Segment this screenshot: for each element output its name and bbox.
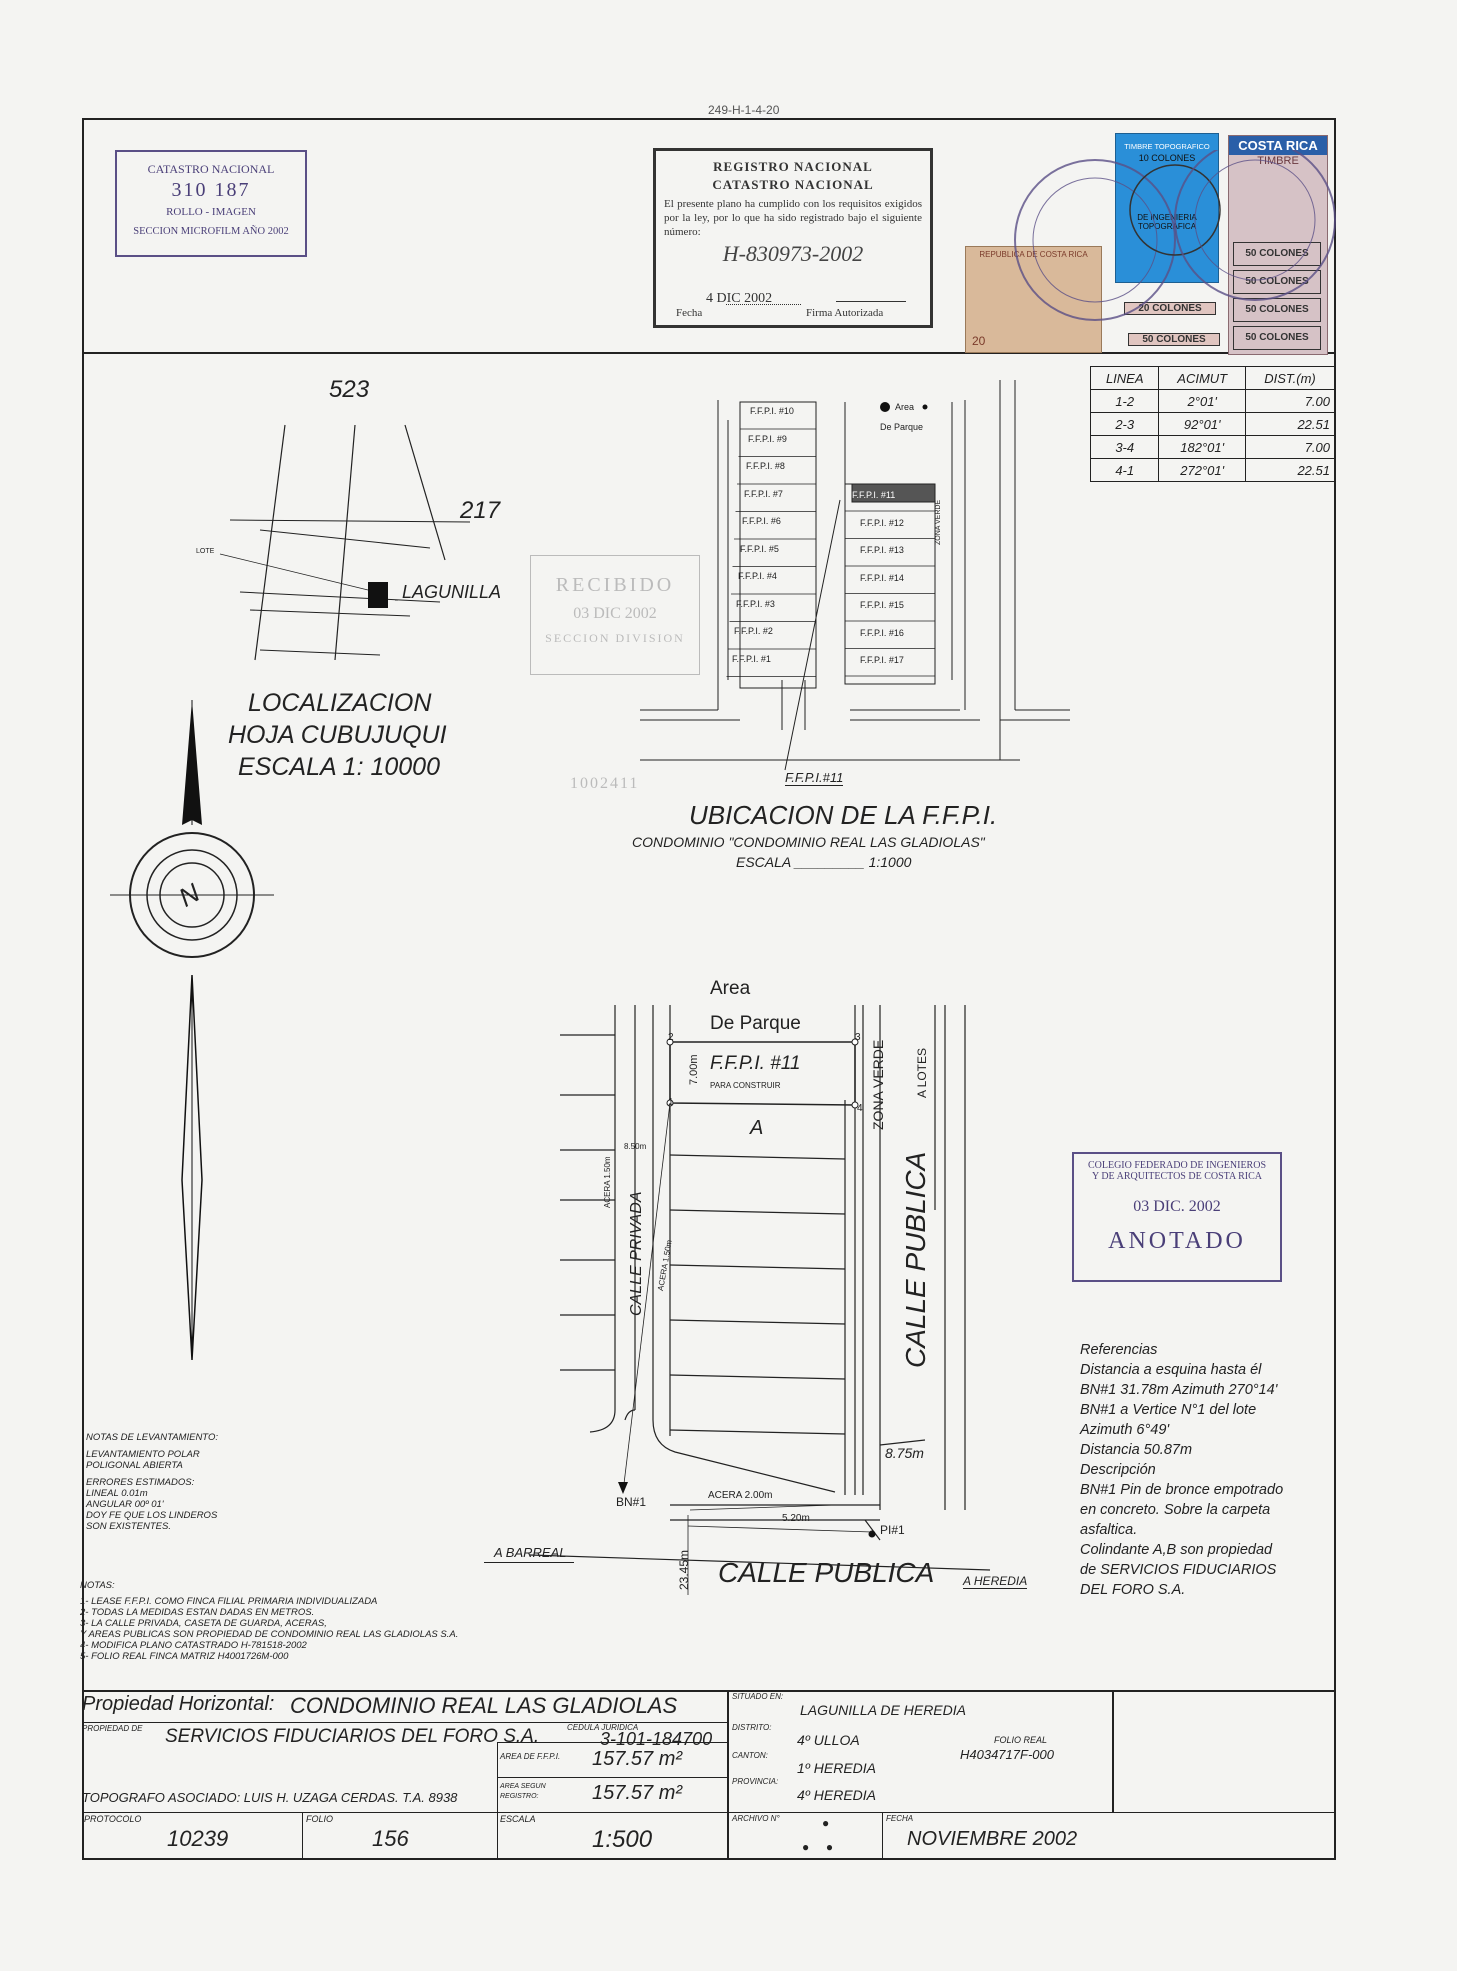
referencias-line: BN#1 Pin de bronce empotrado (1080, 1482, 1284, 1498)
azimuth-header-acimut: ACIMUT (1159, 367, 1246, 390)
ubicacion-area: Area (895, 402, 915, 412)
localizacion-hoja: HOJA CUBUJUQUI (228, 721, 447, 749)
folio-real-value: H4034717F-000 (960, 1747, 1054, 1762)
ubicacion-lot-label: F.F.P.I. #3 (736, 598, 775, 609)
cfia-l2: Y DE ARQUITECTOS DE COSTA RICA (1091, 1171, 1263, 1182)
referencias-line: en concreto. Sobre la carpeta (1080, 1502, 1271, 1518)
fecha-label: FECHA (886, 1814, 914, 1823)
nota-lev-line: LEVANTAMIENTO POLAR (86, 1449, 200, 1460)
ubicacion-de-parque: De Parque (880, 422, 924, 432)
title-block (82, 1690, 1336, 1860)
nota-line: Y AREAS PUBLICAS SON PROPIEDAD DE CONDOMINIO REAL LAS GLADIOLAS S.A. (80, 1629, 459, 1640)
topografo: TOPOGRAFO ASOCIADO: LUIS H. UZAGA CERDAS. T.A. 8938 (82, 1790, 458, 1805)
referencias-line: Distancia a esquina hasta él (1080, 1362, 1262, 1378)
registro-firma-label: Firma Autorizada (806, 307, 884, 319)
ubicacion-lot-label: F.F.P.I. #9 (748, 433, 787, 444)
folio-value: 156 (372, 1826, 409, 1851)
ubicacion-lot-label: F.F.P.I. #14 (860, 572, 904, 583)
plano-pi1: PI#1 (880, 1523, 905, 1537)
plano-calle-publica-vertical: CALLE PUBLICA (900, 1151, 931, 1368)
cell: 7.00 (1245, 436, 1334, 459)
ubicacion-lot-label: F.F.P.I. #6 (742, 516, 781, 526)
protocolo-label: PROTOCOLO (84, 1814, 142, 1824)
archivo-label: ARCHIVO N° (732, 1814, 780, 1823)
folio-real-label: FOLIO REAL (994, 1735, 1048, 1745)
referencias-line: asfaltica. (1080, 1522, 1138, 1538)
registro-title1: REGISTRO NACIONAL (713, 159, 873, 174)
sheet-reference: 249-H-1-4-20 (708, 103, 780, 117)
distrito-value: 4º ULLOA (797, 1732, 860, 1748)
nota-line: 3- LA CALLE PRIVADA, CASETA DE GUARDA, ACERAS, (80, 1618, 327, 1629)
plano-dim-2345: 23.45m (677, 1549, 691, 1590)
catastro-microfilm-stamp (115, 150, 307, 257)
map-label-523: 523 (329, 376, 370, 403)
ubicacion-lot-label: F.F.P.I. #4 (738, 571, 777, 581)
nota-lev-line: POLIGONAL ABIERTA (86, 1460, 183, 1471)
provincia-value: 4º HEREDIA (797, 1787, 877, 1803)
referencias-line: Referencias (1080, 1342, 1158, 1358)
azimuth-table (1090, 366, 1335, 482)
fecha-value: NOVIEMBRE 2002 (907, 1828, 1078, 1850)
ph-label: Propiedad Horizontal: (82, 1693, 275, 1715)
vertex-1: 1 (668, 1097, 674, 1108)
vertex-2: 2 (668, 1032, 674, 1043)
vertex-3: 3 (855, 1032, 861, 1043)
ubicacion-lot-label: F.F.P.I. #17 (860, 655, 904, 665)
plano-a-lotes: A LOTES (915, 1047, 929, 1098)
north-label: N (173, 877, 205, 913)
plano-acera-b: ACERA 1.50m (656, 1239, 674, 1292)
nota-line: 4- MODIFICA PLANO CATASTRADO H-781518-2002 (80, 1640, 307, 1651)
protocolo-value: 10239 (167, 1826, 229, 1851)
colones-50-b: 50 COLONES (1233, 270, 1321, 294)
ubicacion-lot-label: F.F.P.I. #15 (860, 600, 904, 610)
catastro-line4: SECCION MICROFILM AÑO 2002 (133, 226, 289, 237)
referencias-line: DEL FORO S.A. (1080, 1582, 1186, 1598)
cell: 4-1 (1091, 459, 1159, 482)
map-label-lagunilla: LAGUNILLA (402, 582, 502, 602)
nota-line: 1- LEASE F.F.P.I. COMO FINCA FILIAL PRIMARIA INDIVIDUALIZADA (80, 1596, 378, 1607)
ubicacion-pointer: F.F.P.I.#11 (785, 770, 844, 785)
cfia-stamp (1072, 1152, 1282, 1282)
nota-lev-line: LINEAL 0.01m (86, 1488, 148, 1499)
localizacion-title: LOCALIZACION (248, 689, 432, 717)
costa-rica-label: COSTA RICA (1229, 136, 1327, 155)
cell: 22.51 (1245, 459, 1334, 482)
map-label-217: 217 (460, 497, 501, 524)
area-label: AREA DE F.F.P.I. (500, 1752, 561, 1761)
nota-line: 5- FOLIO REAL FINCA MATRIZ H4001726M-000 (80, 1651, 289, 1662)
catastro-number: 310 187 (171, 179, 251, 201)
timbre-label: TIMBRE (1257, 155, 1299, 167)
escala-value: 1:500 (592, 1826, 653, 1853)
folio-label: FOLIO (306, 1814, 334, 1824)
area-reg-label1: AREA SEGUN (500, 1783, 546, 1790)
cfia-date: 03 DIC. 2002 (1133, 1198, 1221, 1215)
situado-label: SITUADO EN: (732, 1692, 784, 1701)
catastro-line1: CATASTRO NACIONAL (147, 162, 275, 176)
nota-lev-line: DOY FE QUE LOS LINDEROS (86, 1510, 218, 1521)
nota-lev-line: ERRORES ESTIMADOS: (86, 1477, 195, 1488)
cell: 7.00 (1245, 390, 1334, 413)
ubicacion-lot-label: F.F.P.I. #8 (746, 461, 785, 471)
plano-de-parque: De Parque (710, 1013, 801, 1034)
archivo-dots: ● (822, 1816, 830, 1830)
site-plan (470, 1000, 1050, 1600)
registro-body: El presente plano ha cumplido con los requisitos exigidos por la ley, por lo que ha sido registrado bajo el siguiente número: (664, 198, 922, 238)
table-row (1091, 436, 1335, 459)
cfia-l1: COLEGIO FEDERADO DE INGENIEROS (1087, 1160, 1267, 1171)
timbre-topo-value: 10 COLONES (1138, 153, 1196, 163)
plano-dim-7: 7.00m (688, 1054, 700, 1085)
cell: 3-4 (1091, 436, 1159, 459)
notas (80, 1580, 600, 1662)
cell: 272°01' (1159, 459, 1246, 482)
ubicacion-escala: ESCALA _________ 1:1000 (736, 854, 912, 870)
ubicacion-title: UBICACION DE LA F.F.P.I. (689, 800, 998, 830)
plano-a: A (750, 1117, 764, 1139)
plano-bn1: BN#1 (616, 1495, 647, 1509)
colones-50-a: 50 COLONES (1233, 242, 1321, 266)
azimuth-header-linea: LINEA (1091, 367, 1159, 390)
provincia-label: PROVINCIA: (732, 1777, 779, 1786)
plano-calle-publica-horizontal: CALLE PUBLICA (718, 1557, 935, 1588)
plano-zona-verde: ZONA VERDE (870, 1039, 886, 1130)
map-label-lote: LOTE (196, 548, 215, 555)
registro-nacional-stamp (653, 148, 933, 328)
plano-acera-200: ACERA 2.00m (708, 1490, 773, 1501)
referencias-line: Descripción (1080, 1462, 1156, 1478)
registro-title2: CATASTRO NACIONAL (712, 177, 874, 192)
registro-number: H-830973-2002 (722, 241, 864, 266)
recibido-l2: 03 DIC 2002 (573, 605, 657, 622)
header-divider (82, 352, 1336, 354)
propiedad-value: SERVICIOS FIDUCIARIOS DEL FORO S.A. (165, 1726, 540, 1747)
table-row (1091, 459, 1335, 482)
cedula-value: 3-101-184700 (600, 1729, 713, 1749)
plano-lot: F.F.P.I. #11 (710, 1053, 801, 1074)
ubicacion-lot-label: F.F.P.I. #1 (732, 653, 771, 664)
ubicacion-lot-label: F.F.P.I. #13 (860, 545, 904, 555)
arrow-left-icon (484, 1562, 574, 1563)
nota-lev-line: ANGULAR 00º 01' (86, 1499, 164, 1510)
cancellation-seals (990, 150, 1340, 350)
vertex-4: 4 (857, 1103, 863, 1114)
ubicacion-map (640, 380, 1080, 800)
cfia-anotado: ANOTADO (1108, 1228, 1246, 1254)
plano-para-construir: PARA CONSTRUIR (710, 1081, 781, 1090)
catastro-line3: ROLLO - IMAGEN (166, 206, 256, 218)
recibido-l1: RECIBIDO (555, 574, 675, 596)
ubicacion-lot-label: F.F.P.I. #10 (750, 406, 794, 416)
plano-dim-850: 8.50m (624, 1142, 647, 1151)
plano-a-barreal: A BARREAL (494, 1545, 567, 1560)
referencias-line: de SERVICIOS FIDUCIARIOS (1080, 1562, 1277, 1578)
table-row (1091, 390, 1335, 413)
registro-date: 4 DIC 2002 (706, 291, 773, 306)
azimuth-header-dist: DIST.(m) (1245, 367, 1334, 390)
nota-line: NOTAS: (80, 1580, 115, 1591)
cell: 1-2 (1091, 390, 1159, 413)
area-reg-label2: REGISTRO: (500, 1793, 539, 1800)
ubicacion-lot-label: F.F.P.I. #2 (734, 626, 773, 636)
localizacion-escala: ESCALA 1: 10000 (238, 753, 440, 781)
cell: 2°01' (1159, 390, 1246, 413)
cell: 182°01' (1159, 436, 1246, 459)
republica-label: REPUBLICA DE COSTA RICA (979, 250, 1088, 259)
ubicacion-lot-label: F.F.P.I. #5 (740, 543, 779, 554)
cell: 92°01' (1159, 413, 1246, 436)
table-row (1091, 413, 1335, 436)
plano-a-heredia: A HEREDIA (963, 1574, 1028, 1588)
notas-levantamiento (86, 1432, 336, 1532)
plano-dim-875: 8.75m (885, 1445, 924, 1461)
ubicacion-lot-label: F.F.P.I. #12 (860, 517, 904, 528)
canton-value: 1º HEREDIA (797, 1760, 877, 1776)
plano-acera-a: ACERA 1.50m (603, 1156, 612, 1208)
situado-value: LAGUNILLA DE HEREDIA (800, 1702, 966, 1718)
ubicacion-lot-label: F.F.P.I. #16 (860, 627, 904, 638)
registro-fecha-label: Fecha (676, 307, 703, 319)
referencias-line: Distancia 50.87m (1080, 1442, 1193, 1458)
ph-value: CONDOMINIO REAL LAS GLADIOLAS (290, 1693, 678, 1718)
timbre-topo-label: TIMBRE TOPOGRAFICO (1124, 142, 1210, 151)
plano-area: Area (710, 978, 751, 999)
referencias-line: Colindante A,B son propiedad (1080, 1542, 1273, 1558)
nota-lev-line: NOTAS DE LEVANTAMIENTO: (86, 1432, 218, 1443)
referencias-line: Azimuth 6°49' (1080, 1422, 1170, 1438)
area-reg-value: 157.57 m² (592, 1782, 683, 1804)
recibido-l3: SECCION DIVISION (545, 631, 685, 645)
cedula-label: CEDULA JURIDICA (567, 1723, 639, 1732)
colones-20: 20 COLONES (1124, 302, 1216, 315)
ubicacion-lot-label: F.F.P.I. #11 (852, 490, 896, 500)
area-value: 157.57 m² (592, 1748, 683, 1770)
ubicacion-lot-label: F.F.P.I. #7 (744, 488, 783, 499)
referencias-line: BN#1 31.78m Azimuth 270°14' (1080, 1382, 1278, 1398)
archivo-dots: ● ● (802, 1840, 834, 1854)
escala-label: ESCALA (500, 1814, 536, 1824)
distrito-label: DISTRITO: (732, 1723, 772, 1732)
cell: 2-3 (1091, 413, 1159, 436)
stamp-number: 1002411 (570, 775, 640, 792)
colones-50-e: 50 COLONES (1128, 333, 1220, 346)
nota-line: 2- TODAS LA MEDIDAS ESTAN DADAS EN METROS. (80, 1607, 315, 1618)
cell: 22.51 (1245, 413, 1334, 436)
colones-50-d: 50 COLONES (1233, 326, 1321, 350)
referencias (1080, 1340, 1330, 1600)
timbre-ingenieria: DE INGENIERIA TOPOGRAFICA (1137, 213, 1197, 231)
ubicacion-zona-verde: ZONA VERDE (935, 499, 942, 545)
north-arrow-icon (100, 700, 290, 1460)
referencias-line: BN#1 a Vertice N°1 del lote (1080, 1402, 1257, 1418)
colones-50-c: 50 COLONES (1233, 298, 1321, 322)
propiedad-label: PROPIEDAD DE (82, 1724, 143, 1733)
plano-dim-520: 5.20m (782, 1513, 810, 1524)
ubicacion-subtitle: CONDOMINIO "CONDOMINIO REAL LAS GLADIOLAS" (632, 834, 985, 850)
nota-lev-line: SON EXISTENTES. (86, 1521, 171, 1532)
canton-label: CANTON: (732, 1751, 768, 1760)
plano-calle-privada: CALLE PRIVADA (628, 1191, 645, 1316)
republica-value: 20 (972, 334, 986, 348)
